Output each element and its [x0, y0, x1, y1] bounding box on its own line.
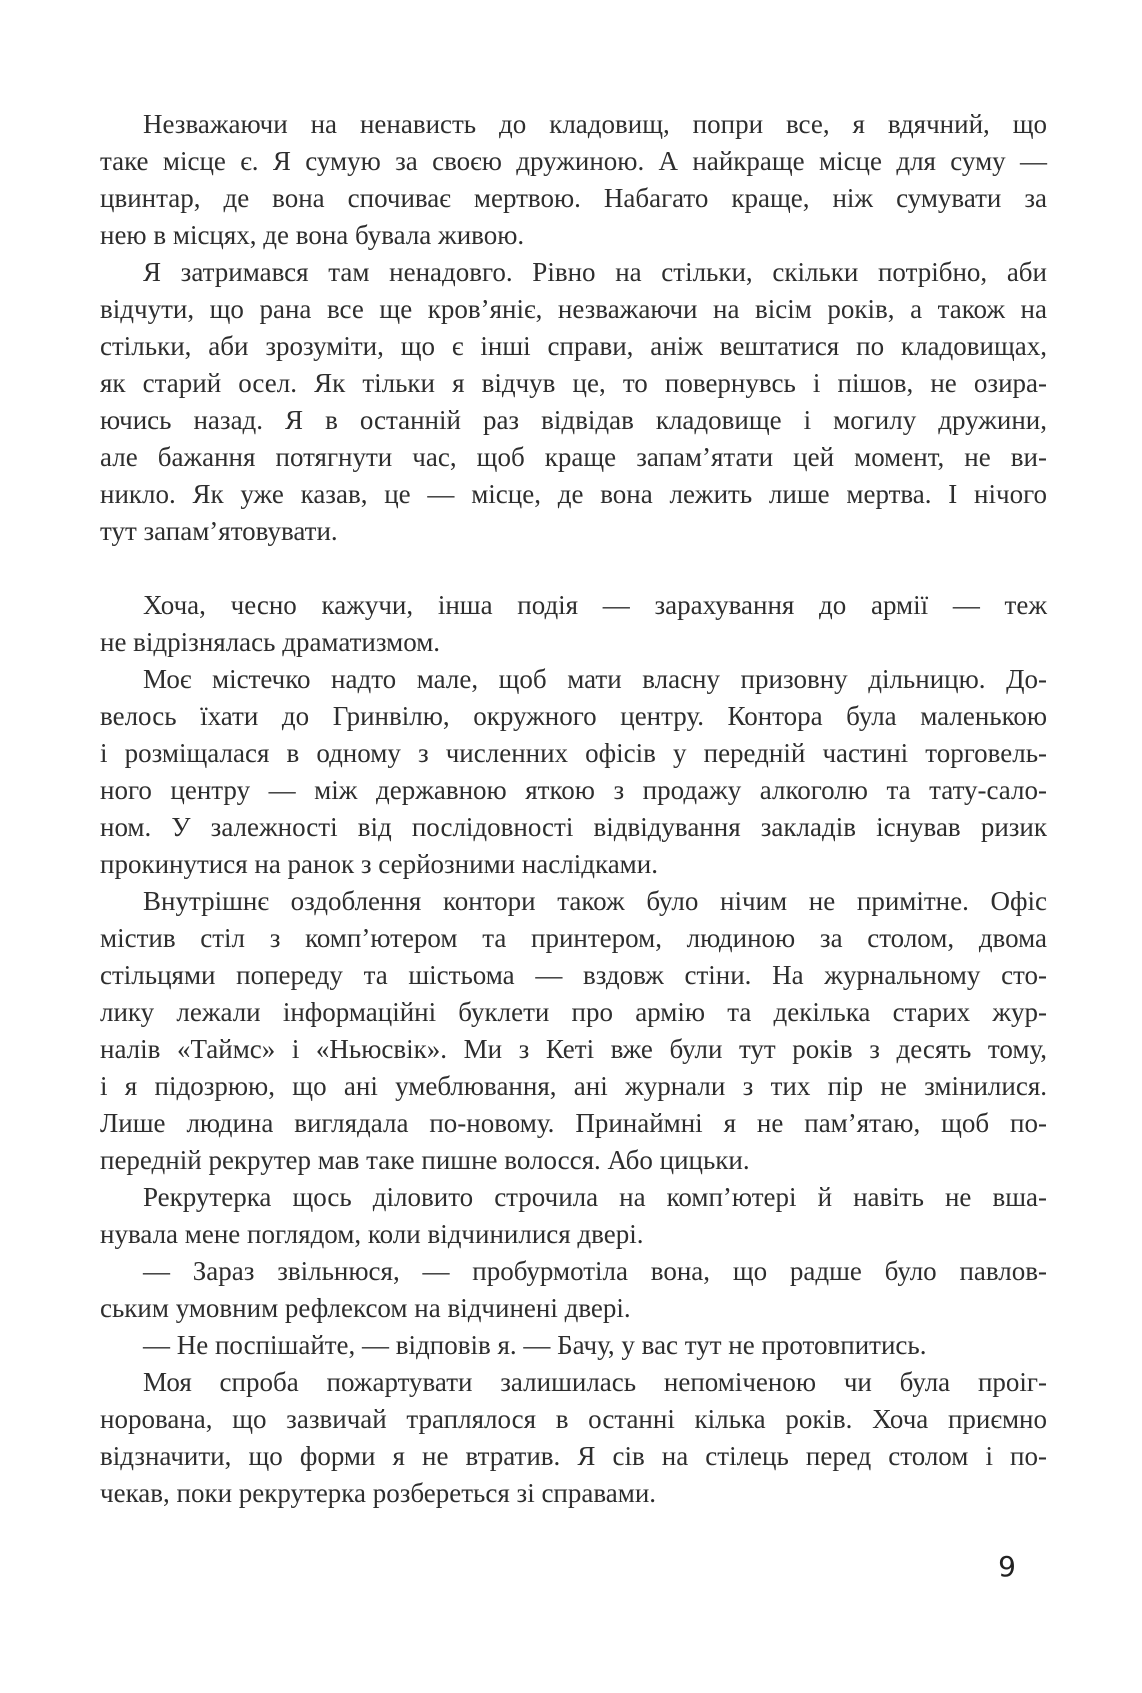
text-line: не відрізнялась драматизмом. [100, 627, 441, 657]
paragraph [100, 883, 1047, 1179]
text-line: ючись назад. Я в останній раз відвідав кладовище і могилу дружини, [100, 405, 1047, 435]
text-line: прокинутися на ранок з серйозними наслідками. [100, 849, 658, 879]
text-line: тут запам’ятовувати. [100, 516, 338, 546]
text-line: нею в місцях, де вона бувала живою. [100, 220, 525, 250]
text-line: і я підозрюю, що ані умеблювання, ані журнали з тих пір не змінилися. [100, 1071, 1047, 1101]
text-line: таке місце є. Я сумую за своєю дружиною. А найкраще місце для суму — [100, 146, 1047, 176]
text-line: Внутрішнє оздоблення контори також було нічим не примітне. Офіс [143, 886, 1047, 916]
text-line: Рекрутерка щось діловито строчила на комп’ютері й навіть не вша- [143, 1182, 1047, 1212]
text-line: стільцями попереду та шістьома — вздовж стіни. На журнальному сто- [100, 960, 1047, 990]
text-line: ським умовним рефлексом на відчинені двері. [100, 1293, 631, 1323]
text-line: велось їхати до Гринвілю, окружного центру. Контора була маленькою [100, 701, 1047, 731]
text-line: никло. Як уже казав, це — місце, де вона лежить лише мертва. І нічого [100, 479, 1047, 509]
text-line: — Зараз звільнюся, — пробурмотіла вона, що радше було павлов- [143, 1256, 1047, 1286]
text-line: цвинтар, де вона спочиває мертвою. Набагато краще, ніж сумувати за [100, 183, 1047, 213]
text-line: відчути, що рана все ще кров’яніє, незважаючи на вісім років, а також на [100, 294, 1047, 324]
text-line: Моя спроба пожартувати залишилась непоміченою чи була проіг- [143, 1367, 1047, 1397]
text-line: налів «Таймс» і «Ньюсвік». Ми з Кеті вже були тут років з десять тому, [100, 1034, 1047, 1064]
text-line: норована, що зазвичай траплялося в останні кілька років. Хоча приємно [100, 1404, 1047, 1434]
text-line: але бажання потягнути час, щоб краще запам’ятати цей момент, не ви- [100, 442, 1047, 472]
text-line: лику лежали інформаційні буклети про армію та декілька старих жур- [100, 997, 1047, 1027]
text-line: — Не поспішайте, — відповів я. — Бачу, у вас тут не протовпитись. [143, 1330, 927, 1360]
text-line: Хоча, чесно кажучи, інша подія — зарахування до армії — теж [143, 590, 1047, 620]
paragraph [100, 1253, 1047, 1327]
text-line: Незважаючи на ненависть до кладовищ, попри все, я вдячний, що [143, 109, 1047, 139]
text-line: Лише людина виглядала по-новому. Принаймні я не пам’ятаю, щоб по- [100, 1108, 1047, 1138]
text-line: Моє містечко надто мале, щоб мати власну призовну дільницю. До- [143, 664, 1047, 694]
paragraph [100, 1327, 1047, 1364]
text-block [100, 106, 1047, 1512]
text-line: Я затримався там ненадовго. Рівно на стільки, скільки потрібно, аби [143, 257, 1047, 287]
text-line: чекав, поки рекрутерка розбереться зі справами. [100, 1478, 657, 1508]
paragraph [100, 1364, 1047, 1512]
paragraph [100, 254, 1047, 550]
text-line: нувала мене поглядом, коли відчинилися двері. [100, 1219, 644, 1249]
page-number: 9 [998, 1550, 1016, 1583]
text-line: відзначити, що форми я не втратив. Я сів на стілець перед столом і по- [100, 1441, 1047, 1471]
text-line: містив стіл з комп’ютером та принтером, людиною за столом, двома [100, 923, 1047, 953]
text-line: і розміщалася в одному з численних офісів у передній частині торговель- [100, 738, 1047, 768]
paragraph [100, 106, 1047, 254]
text-line: стільки, аби зрозуміти, що є інші справи, аніж вештатися по кладовищах, [100, 331, 1047, 361]
paragraph [100, 587, 1047, 661]
text-line: передній рекрутер мав таке пишне волосся. Або цицьки. [100, 1145, 750, 1175]
paragraph [100, 1179, 1047, 1253]
paragraph [100, 661, 1047, 883]
text-line: ного центру — між державною яткою з продажу алкоголю та тату-сало- [100, 775, 1047, 805]
text-line: як старий осел. Як тільки я відчув це, то повернувсь і пішов, не озира- [100, 368, 1047, 398]
text-line: ном. У залежності від послідовності відвідування закладів існував ризик [100, 812, 1047, 842]
